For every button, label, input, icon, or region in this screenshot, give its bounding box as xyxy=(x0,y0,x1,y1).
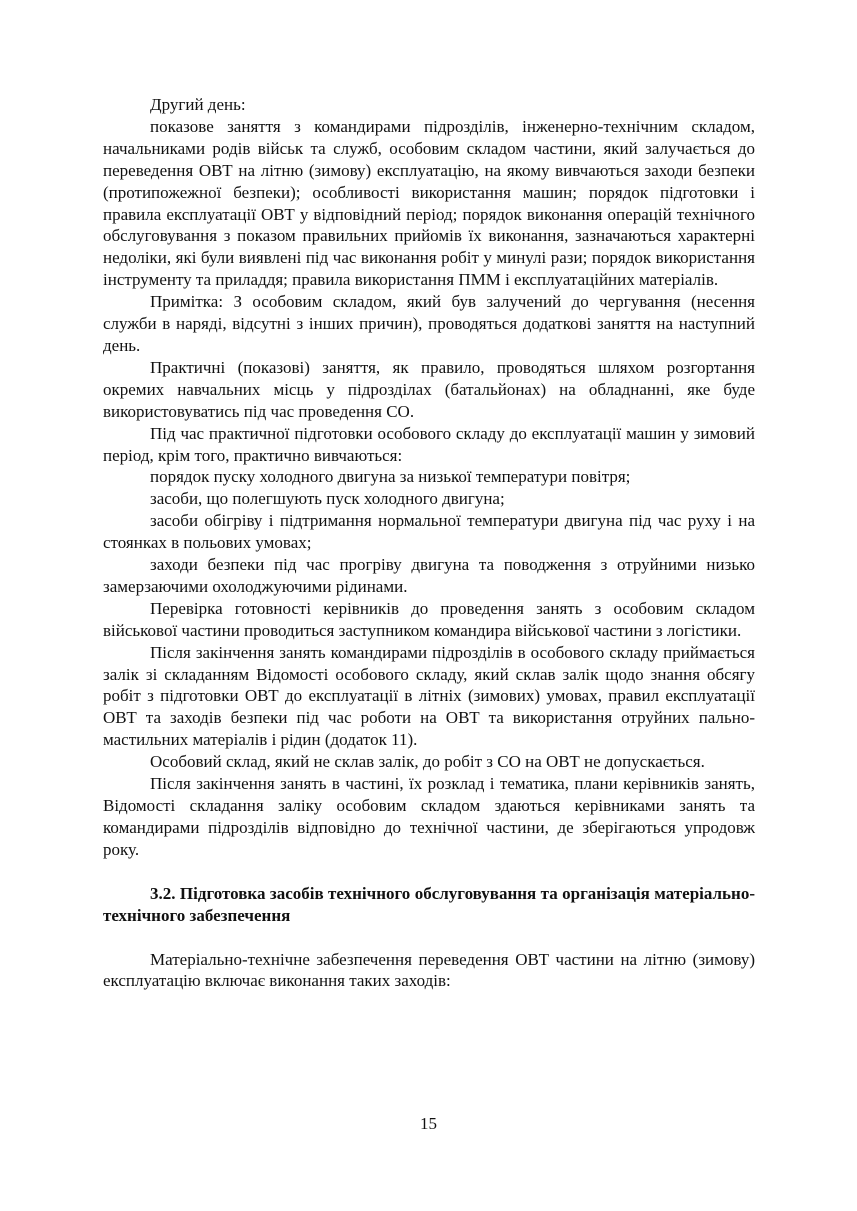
paragraph-readiness-check: Перевірка готовності керівників до проведення занять з особовим складом військової частини проводиться заступником командира військової частини з логістики. xyxy=(103,598,755,640)
paragraph-not-admitted: Особовий склад, який не склав залік, до робіт з СО на ОВТ не допускається. xyxy=(150,752,705,772)
list-item-engine-heating: засоби обігріву і підтримання нормальної температури двигуна під час руху і на стоянках в польових умовах; xyxy=(103,511,755,553)
paragraph-demo-lesson: показове заняття з командирами підрозділів, інженерно-технічним складом, начальниками родів військ та служб, особовим складом частини, який залучається до переведення ОВТ на літню (зимову) експлуатацію, на якому вивчаються заходи безпеки (протипожежної безпеки); особливості використання машин; порядок підготовки і правила експлуатації ОВТ у відповідний період; порядок виконання операцій технічного обслуговування з показом правильних прийомів їх виконання, зазначаються характерні недоліки, які були виявлені під час виконання робіт у минулі рази; порядок використання інструменту та приладдя; правила використання ПММ і експлуатаційних матеріалів. xyxy=(103,116,755,290)
section-heading: 3.2. Підготовка засобів технічного обслуговування та організація матеріально-технічного забезпечення xyxy=(103,883,755,925)
list-item-start-aids: засоби, що полегшують пуск холодного двигуна; xyxy=(150,489,505,509)
paragraph-day-two: Другий день: xyxy=(150,95,246,114)
paragraph-documents-storage: Після закінчення занять в частині, їх розклад і тематика, плани керівників занять, Відомості складання заліку особовим складом здаються керівниками занять та командирами підрозділів відповідно до технічної частини, де зберігаються упродовж року. xyxy=(103,774,755,859)
list-item-cold-start: порядок пуску холодного двигуна за низької температури повітря; xyxy=(150,467,631,487)
paragraph-logistics-support: Матеріально-технічне забезпечення переведення ОВТ частини на літню (зимову) експлуатацію включає виконання таких заходів: xyxy=(103,949,755,991)
paragraph-practical-lessons: Практичні (показові) заняття, як правило, проводяться шляхом розгортання окремих навчальних місць у підрозділах (батальйонах) на обладнанні, яке буде використовуватись під час проведення СО. xyxy=(103,357,755,421)
list-item-safety-measures: заходи безпеки під час прогріву двигуна та поводження з отруйними низько замерзаючими охолоджуючими рідинами. xyxy=(103,555,755,596)
paragraph-test-after-lessons: Після закінчення занять командирами підрозділів в особового складу приймається залік зі складанням Відомості особового складу, який склав залік щодо знання обсягу робіт з підготовки ОВТ до експлуатації в літніх (зимових) умовах, правил експлуатації ОВТ та заходів безпеки під час роботи на ОВТ та використання отруйних пально-мастильних матеріалів і рідин (додаток 11). xyxy=(103,642,755,750)
page-number: 15 xyxy=(420,1114,437,1133)
paragraph-note: Примітка: З особовим складом, який був залучений до чергування (несення служби в наряді, відсутні з інших причин), проводяться додаткові заняття на наступний день. xyxy=(103,292,755,355)
paragraph-winter-training: Під час практичної підготовки особового складу до експлуатації машин у зимовий період, крім того, практично вивчаються: xyxy=(103,423,755,465)
document-page-body xyxy=(103,94,755,992)
